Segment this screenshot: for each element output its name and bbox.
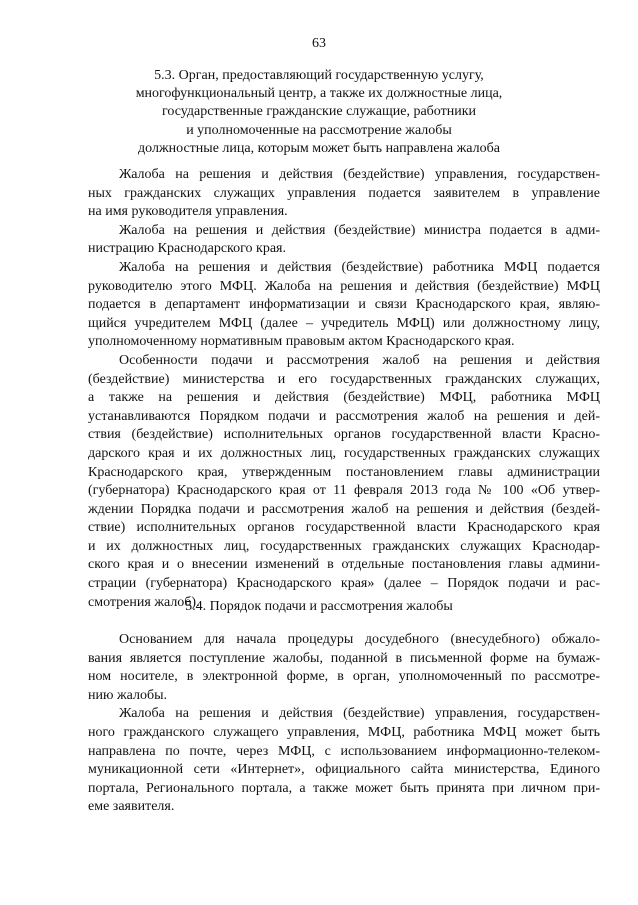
text-line: страции (губернатора) Краснодарского края» (далее – Порядок подачи и рас- bbox=[88, 576, 600, 592]
text-line: вания является поступление жалобы, поданной в письменной форме на бумаж- bbox=[88, 650, 600, 666]
section-5-4-heading bbox=[110, 598, 528, 616]
paragraph bbox=[88, 631, 600, 705]
section-5-3-heading bbox=[110, 67, 528, 158]
text-line: муникационной сети «Интернет», официального сайта министерства, Единого bbox=[88, 762, 600, 778]
heading-line: 5.3. Орган, предоставляющий государственную услугу, bbox=[154, 68, 484, 83]
text-line: на имя руководителя управления. bbox=[88, 204, 288, 220]
heading-line: 5.4. Порядок подачи и рассмотрения жалобы bbox=[185, 599, 453, 614]
text-line: Жалоба на решения и действия (бездействие) министра подается в адми- bbox=[119, 222, 600, 238]
text-line: подается в департамент информатизации и связи Краснодарского края, являю- bbox=[88, 297, 600, 313]
text-line: нию жалобы. bbox=[88, 687, 167, 703]
text-line: Краснодарского края, утвержденным постановлением главы администрации bbox=[88, 464, 600, 480]
text-line: Жалоба на решения и действия (бездействие) управления, государствен- bbox=[119, 167, 600, 182]
section-5-4-body bbox=[88, 631, 600, 817]
text-line: (бездействие) министерства и его государственных гражданских служащих, bbox=[88, 371, 600, 387]
text-line: Основанием для начала процедуры досудебного (внесудебного) обжало- bbox=[119, 632, 600, 647]
text-line: щийся учредителем МФЦ (далее – учредитель МФЦ) или должностному лицу, bbox=[88, 315, 600, 331]
text-line: Жалоба на решения и действия (бездействие) работника МФЦ подается bbox=[119, 259, 600, 275]
text-line: смотрения жалоб). bbox=[88, 594, 200, 610]
text-line: (губернатора) Краснодарского края от 11 февраля 2013 года № 100 «Об утвер- bbox=[88, 483, 600, 499]
text-line: направлена по почте, через МФЦ, с использованием информационно-телеком- bbox=[88, 743, 600, 759]
text-line: дарского края и их должностных лиц, государственных гражданских служащих bbox=[88, 445, 600, 461]
paragraph bbox=[88, 352, 600, 612]
text-line: уполномоченному нормативным правовым актом Краснодарского края. bbox=[88, 334, 515, 350]
paragraph bbox=[88, 222, 600, 259]
heading-line: и уполномоченные на рассмотрение жалобы bbox=[186, 122, 452, 138]
text-line: еме заявителя. bbox=[88, 799, 175, 815]
text-line: ждении Порядка подачи и рассмотрения жалоб на решения и действия (бездей- bbox=[88, 501, 600, 517]
text-line: и их должностных лиц, государственных гражданских служащих Краснодар- bbox=[88, 538, 600, 554]
text-line: ствие) исполнительных органов государственной власти Краснодарского края bbox=[88, 520, 600, 536]
text-line: ского края и о внесении изменений в отдельные постановления главы админи- bbox=[88, 557, 600, 573]
text-line: портала, Регионального портала, а также может быть принята при личном при- bbox=[88, 780, 600, 796]
paragraph bbox=[88, 705, 600, 817]
text-line: ного гражданского служащего управления, МФЦ, работника МФЦ может быть bbox=[88, 724, 600, 740]
text-line: Особенности подачи и рассмотрения жалоб на решения и действия bbox=[119, 352, 600, 368]
text-line: ствия (бездействие) исполнительных органов государственной власти Красно- bbox=[88, 427, 600, 443]
text-line: нистрацию Краснодарского края. bbox=[88, 241, 286, 257]
paragraph bbox=[88, 166, 600, 222]
text-line: устанавливаются Порядком подачи и рассмотрения жалоб на решения и дей- bbox=[88, 408, 600, 424]
section-5-3-body bbox=[88, 166, 600, 612]
heading-line: государственные гражданские служащие, работники bbox=[161, 104, 477, 120]
paragraph bbox=[88, 259, 600, 352]
text-line: Жалоба на решения и действия (бездействие) управления, государствен- bbox=[119, 706, 600, 722]
heading-line: должностные лица, которым может быть направлена жалоба bbox=[138, 140, 500, 156]
text-line: ных гражданских служащих управления подается заявителем в управление bbox=[88, 185, 600, 201]
text-line: а также на решения и действия (бездействие) МФЦ, работника МФЦ bbox=[88, 390, 600, 406]
page-number: 63 bbox=[312, 36, 326, 51]
text-line: руководителю этого МФЦ. Жалоба на решения и действия (бездействие) МФЦ bbox=[88, 278, 600, 294]
text-line: ном носителе, в электронной форме, в орган, уполномоченный по рассмотре- bbox=[88, 669, 600, 685]
heading-line: многофункциональный центр, а также их должностные лица, bbox=[135, 86, 503, 102]
